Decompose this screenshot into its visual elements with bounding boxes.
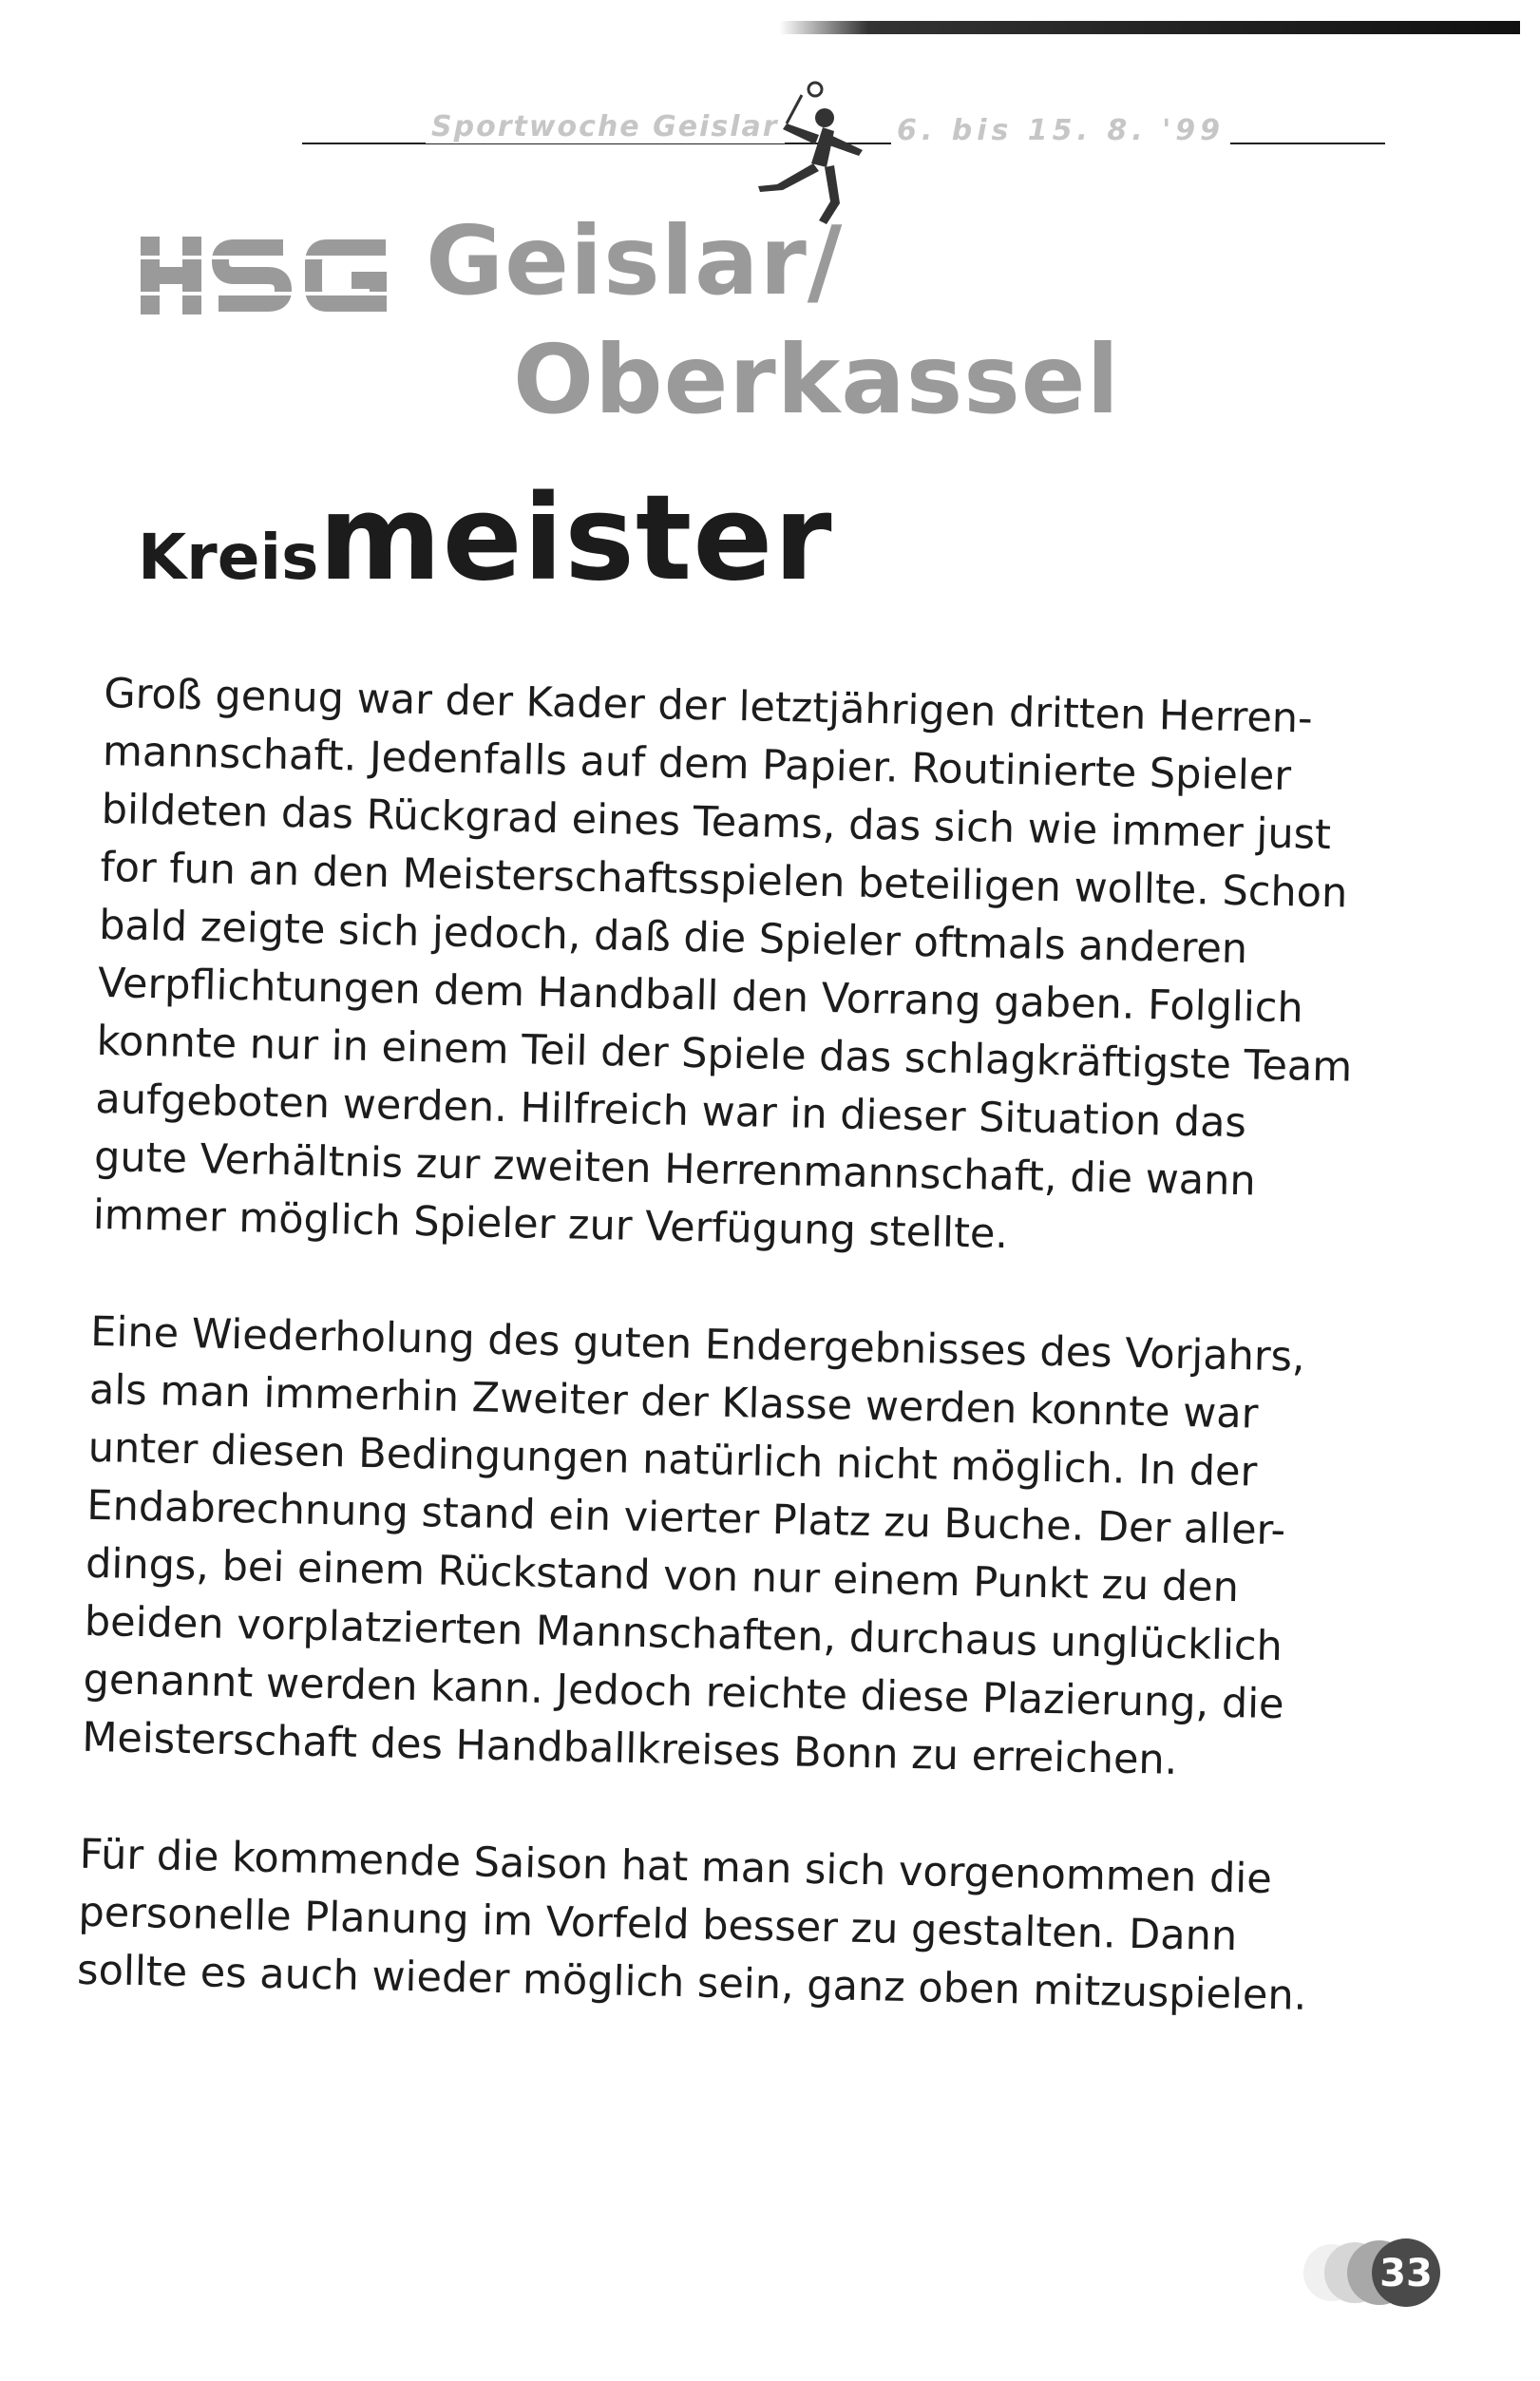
club-name-line-1: Geislar/	[426, 205, 844, 316]
hsg-logo	[141, 233, 397, 318]
event-dates: 6. bis 15. 8. '99	[891, 114, 1230, 147]
article-paragraph-3: Für die kommende Saison hat man sich vorgenommen die personelle Planung im Vorfeld besser zu gestalten. Dann sollte es auch wieder möglich sein, ganz oben mitzuspielen.	[76, 1830, 1307, 2020]
event-name: Sportwoche Geislar	[426, 110, 785, 143]
article-paragraph-2: Eine Wiederholung des guten Endergebnisses des Vorjahrs, als man immerhin Zweiter der Klasse werden konnte war unter diesen Bedingungen natürlich nicht möglich. In der Endabrechnung stand ein vierter Platz zu Buche. Der aller- dings, bei einem Rückstand von nur einem Punkt zu den beiden vorplatzierten Mannschaften, durchaus unglücklich genannt werden kann. Jedoch reichte diese Plazierung, die Meisterschaft des Handballkreises Bonn zu erreichen.	[81, 1307, 1306, 1784]
headline-part-1: Kreis	[138, 521, 319, 594]
top-rule	[779, 21, 1520, 34]
page-number: 33	[1379, 2252, 1433, 2295]
article-headline	[138, 470, 833, 607]
headline-part-2: meister	[318, 470, 833, 607]
event-header	[302, 106, 1385, 182]
club-name-line-2: Oberkassel	[513, 324, 1120, 435]
page-number-badge	[1292, 2233, 1482, 2309]
article-paragraph-1: Groß genug war der Kader der letztjährigen dritten Herren- mannschaft. Jedenfalls auf dem Papier. Routinierte Spieler bildeten das Rückgrad eines Teams, das sich wie immer just for fun an den Meisterschaftsspielen beteiligen wollte. Schon bald zeigte sich jedoch, daß die Spieler oftmals anderen Verpflichtungen dem Handball den Vorrang gaben. Folglich konnte nur in einem Teil der Spiele das schlagkräftigste Team aufgeboten werden. Hilfreich war in dieser Situation das gute Verhältnis zur zweiten Herrenmannschaft, die wann immer möglich Spieler zur Verfügung stellte.	[92, 669, 1353, 1259]
article-body	[77, 665, 1482, 2029]
